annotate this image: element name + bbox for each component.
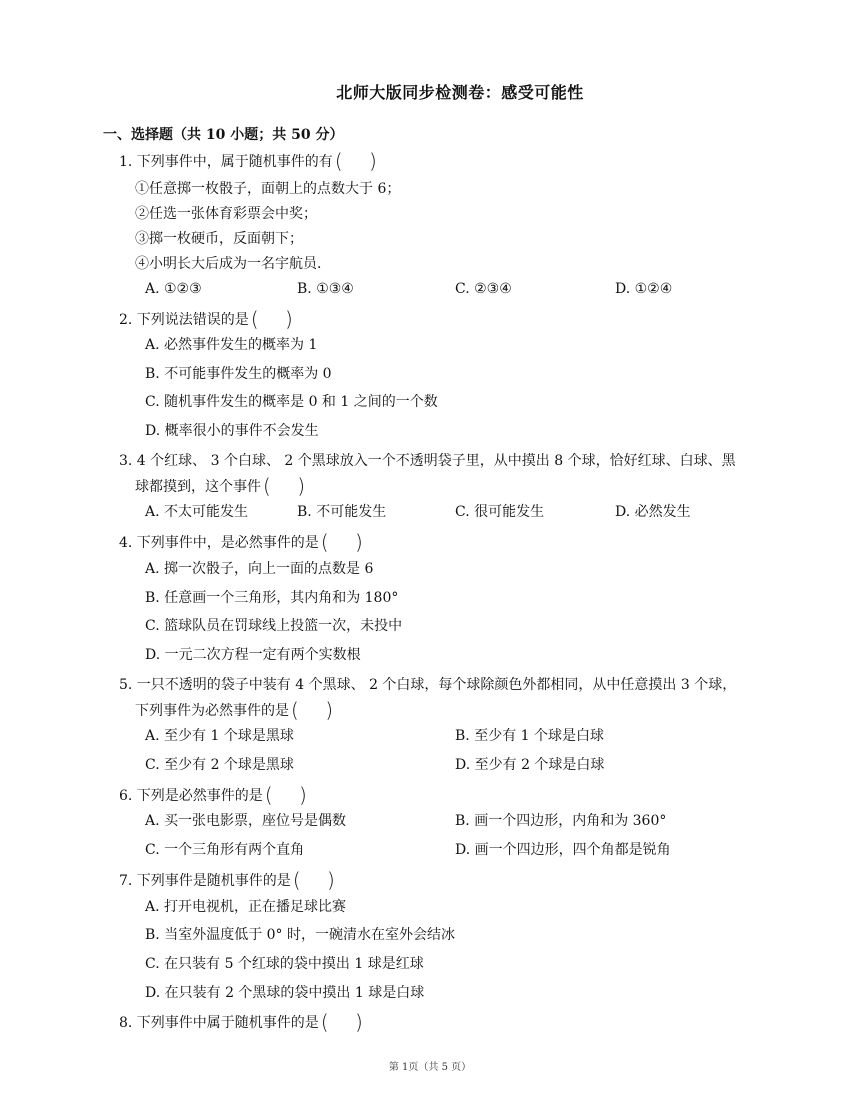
q1-item-4: ④小明长大后成为一名宇航员. (135, 256, 322, 272)
question-2-stem: 2. 下列说法错误的是 (119, 312, 249, 328)
q7-option-a: A. 打开电视机，正在播足球比赛 (145, 899, 347, 915)
question-5-stem-line-2: 下列事件为必然事件的是 (135, 703, 289, 719)
q3-option-c: C. 很可能发生 (455, 504, 545, 520)
q1-option-a: A. ①②③ (145, 281, 202, 297)
q2-option-c: C. 随机事件发生的概率是 0 和 1 之间的一个数 (145, 394, 438, 410)
q1-option-c: C. ②③④ (455, 281, 512, 297)
q2-option-d: D. 概率很小的事件不会发生 (145, 423, 319, 439)
q1-option-d: D. ①②④ (615, 281, 673, 297)
question-6-stem: 6. 下列是必然事件的是 (119, 788, 263, 804)
question-8 (119, 1013, 365, 1033)
question-3-stem-line-1: 3. 4 个红球、 3 个白球、 2 个黑球放入一个不透明袋子里，从中摸出 8 个球，恰好红球、白球、黑 (119, 453, 736, 469)
q5-option-a: A. 至少有 1 个球是黑球 (145, 728, 294, 744)
question-5 (135, 701, 335, 721)
question-1 (119, 152, 379, 172)
q4-option-d: D. 一元二次方程一定有两个实数根 (145, 647, 361, 663)
q7-option-c: C. 在只装有 5 个红球的袋中摸出 1 球是红球 (145, 956, 424, 972)
q1-item-2: ②任选一张体育彩票会中奖； (135, 206, 317, 222)
q4-option-c: C. 篮球队员在罚球线上投篮一次，未投中 (145, 618, 403, 634)
q2-option-a: A. 必然事件发生的概率为 1 (145, 337, 318, 353)
question-4-stem: 4. 下列事件中，是必然事件的是 (119, 535, 319, 551)
q1-item-1: ①任意掷一枚骰子，面朝上的点数大于 6； (135, 181, 401, 197)
question-2 (119, 310, 295, 330)
page-footer: 第 1页（共 5 页） (388, 1062, 472, 1073)
q5-option-c: C. 至少有 2 个球是黑球 (145, 757, 294, 773)
q4-option-a: A. 掷一次骰子，向上一面的点数是 6 (145, 561, 374, 577)
answer-blank (249, 310, 295, 330)
question-5-stem-line-1: 5. 一只不透明的袋子中装有 4 个黑球、 2 个白球，每个球除颜色外都相同，从中任意摸出 3 个球， (119, 677, 737, 693)
section-heading: 一、选择题（共 10 小题；共 50 分） (103, 127, 344, 143)
question-7-stem: 7. 下列事件是随机事件的是 (119, 873, 291, 889)
q3-option-b: B. 不可能发生 (297, 504, 387, 520)
q3-option-d: D. 必然发生 (615, 504, 691, 520)
q5-option-b: B. 至少有 1 个球是白球 (455, 728, 604, 744)
q1-option-b: B. ①③④ (297, 281, 354, 297)
question-1-stem: 1. 下列事件中，属于随机事件的有 (119, 154, 333, 170)
q6-option-b: B. 画一个四边形，内角和为 360° (455, 813, 667, 829)
q1-item-3: ③掷一枚硬币，反面朝下； (135, 231, 303, 247)
answer-blank (333, 152, 379, 172)
answer-blank (319, 533, 365, 553)
answer-blank (291, 871, 337, 891)
question-7 (119, 871, 337, 891)
q6-option-a: A. 买一张电影票，座位号是偶数 (145, 813, 347, 829)
q4-option-b: B. 任意画一个三角形，其内角和为 180° (145, 590, 399, 606)
q6-option-d: D. 画一个四边形，四个角都是锐角 (455, 842, 671, 858)
answer-blank (263, 786, 309, 806)
question-4 (119, 533, 365, 553)
q2-option-b: B. 不可能事件发生的概率为 0 (145, 366, 332, 382)
question-3-stem-line-2: 球都摸到，这个事件 (135, 479, 261, 495)
question-3 (135, 477, 307, 497)
question-6 (119, 786, 309, 806)
answer-blank (261, 477, 307, 497)
q6-option-c: C. 一个三角形有两个直角 (145, 842, 305, 858)
q7-option-b: B. 当室外温度低于 0° 时，一碗清水在室外会结冰 (145, 927, 455, 943)
q7-option-d: D. 在只装有 2 个黑球的袋中摸出 1 球是白球 (145, 985, 425, 1001)
page-title: 北师大版同步检测卷：感受可能性 (336, 83, 584, 102)
q3-option-a: A. 不太可能发生 (145, 504, 249, 520)
q5-option-d: D. 至少有 2 个球是白球 (455, 757, 605, 773)
answer-blank (319, 1013, 365, 1033)
answer-blank (289, 701, 335, 721)
question-8-stem: 8. 下列事件中属于随机事件的是 (119, 1015, 319, 1031)
